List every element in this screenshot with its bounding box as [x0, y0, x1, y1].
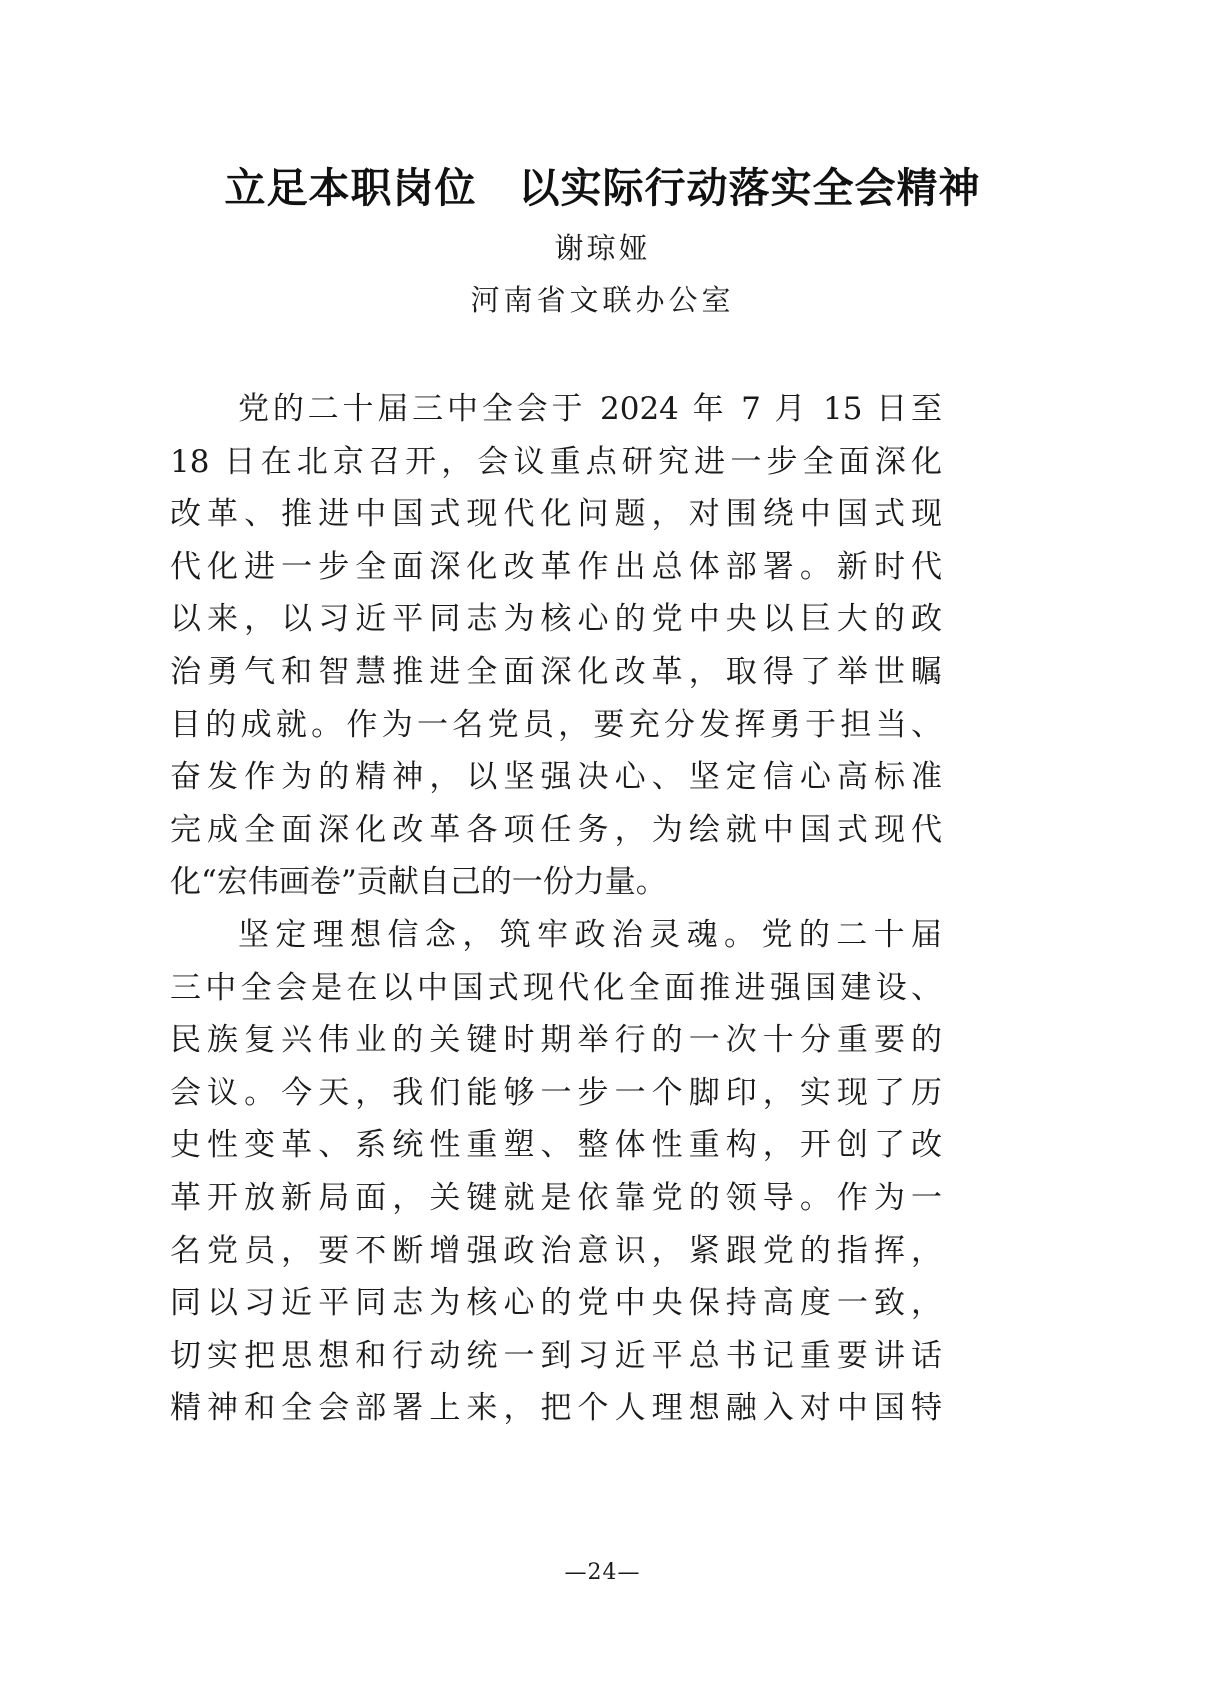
text-line: 史性变革、系统性重塑、整体性重构，开创了改 [170, 1127, 942, 1164]
text-line: 目的成就。作为一名党员，要充分发挥勇于担当、 [170, 706, 942, 743]
text-line: 坚定理想信念，筑牢政治灵魂。党的二十届 [238, 916, 942, 953]
text-line: 改革、推进中国式现代化问题，对围绕中国式现 [170, 496, 942, 533]
text-line: 革开放新局面，关键就是依靠党的领导。作为一 [170, 1179, 942, 1216]
text-line: 精神和全会部署上来，把个人理想融入对中国特 [170, 1390, 942, 1427]
paragraph-2 [170, 909, 942, 1435]
text-line: 会议。今天，我们能够一步一个脚印，实现了历 [170, 1074, 942, 1111]
text-line: 以来，以习近平同志为核心的党中央以巨大的政 [170, 601, 942, 638]
text-line: 18 日在北京召开，会议重点研究进一步全面深化 [170, 443, 942, 480]
text-line: 三中全会是在以中国式现代化全面推进强国建设、 [170, 969, 942, 1006]
text-line: 同以习近平同志为核心的党中央保持高度一致， [170, 1285, 942, 1322]
text-line: 名党员，要不断增强政治意识，紧跟党的指挥， [170, 1232, 942, 1269]
author-name: 谢琼娅 [554, 231, 651, 265]
page-number: —24— [564, 1560, 641, 1585]
article-title: 立足本职岗位 以实际行动落实全会精神 [224, 164, 981, 212]
text-line: 党的二十届三中全会于 2024 年 7 月 15 日至 [238, 391, 942, 427]
text-line: 治勇气和智慧推进全面深化改革，取得了举世瞩 [170, 653, 942, 690]
text-line: 切实把思想和行动统一到习近平总书记重要讲话 [170, 1337, 942, 1374]
article-body [170, 383, 942, 1435]
paragraph-1 [170, 383, 942, 909]
text-line: 奋发作为的精神，以坚强决心、坚定信心高标准 [170, 759, 942, 796]
author-affiliation: 河南省文联办公室 [470, 283, 735, 317]
text-line: 民族复兴伟业的关键时期举行的一次十分重要的 [170, 1022, 942, 1059]
text-line: 化“宏伟画卷”贡献自己的一份力量。 [170, 864, 667, 901]
text-line: 代化进一步全面深化改革作出总体部署。新时代 [170, 548, 942, 585]
text-line: 完成全面深化改革各项任务，为绘就中国式现代 [170, 811, 942, 848]
